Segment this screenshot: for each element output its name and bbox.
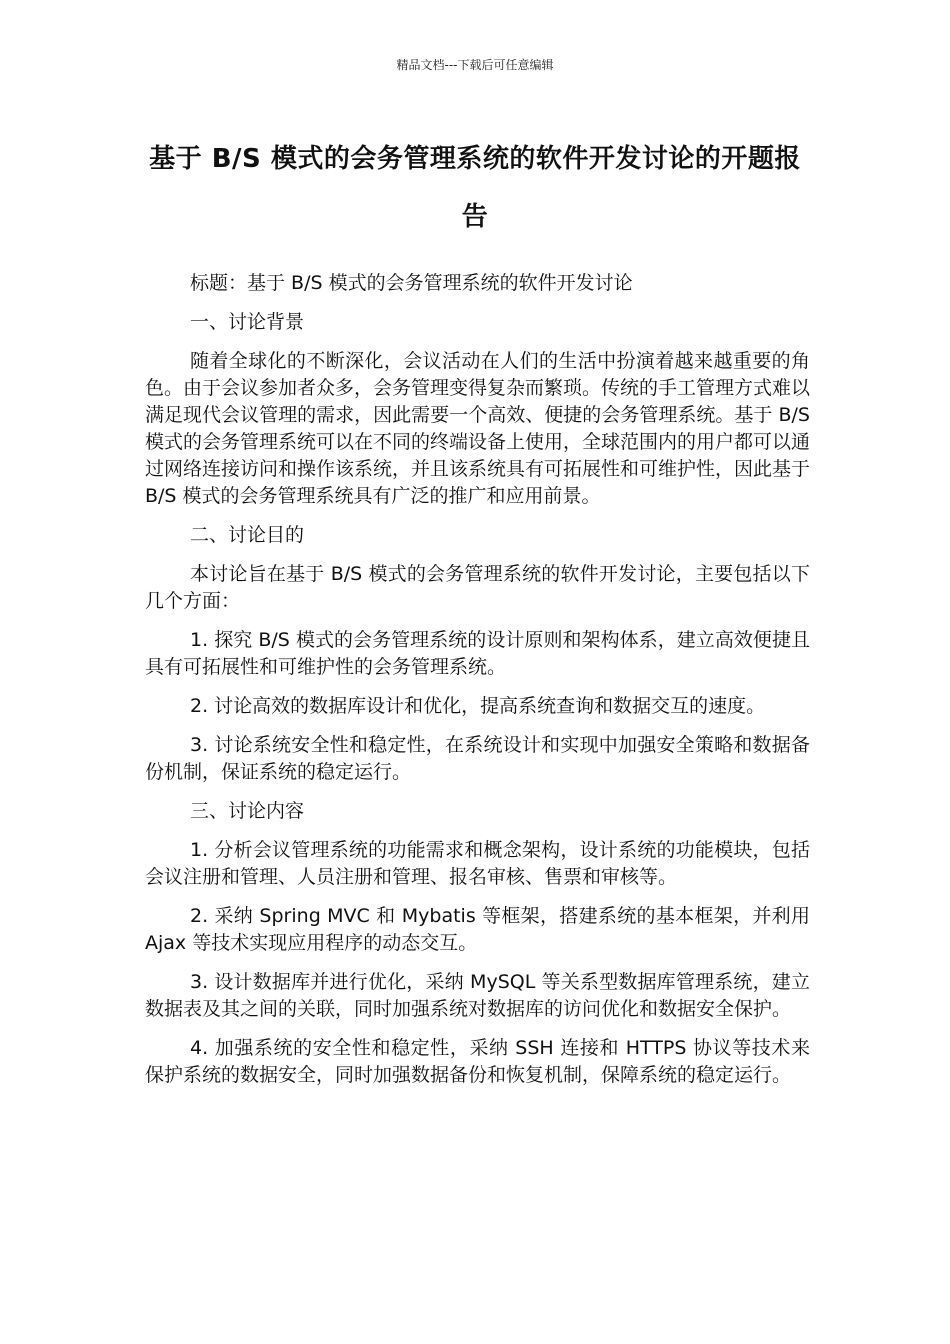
content-item-4: 4. 加强系统的安全性和稳定性，采纳 SSH 连接和 HTTPS 协议等技术来保护系统的数据安全，同时加强数据备份和恢复机制，保障系统的稳定运行。 (145, 1037, 810, 1086)
purpose-item-3: 3. 讨论系统安全性和稳定性，在系统设计和实现中加强安全策略和数据备份机制，保证系统的稳定运行。 (145, 734, 810, 783)
purpose-item-2: 2. 讨论高效的数据库设计和优化，提高系统查询和数据交互的速度。 (190, 695, 766, 717)
section-heading-content: 三、讨论内容 (190, 800, 305, 822)
content-item-3: 3. 设计数据库并进行优化，采纳 MySQL 等关系型数据库管理系统，建立数据表及其之间的关联，同时加强系统对数据库的访问优化和数据安全保护。 (145, 971, 810, 1020)
subject-line: 标题：基于 B/S 模式的会务管理系统的软件开发讨论 (190, 272, 633, 294)
background-paragraph: 随着全球化的不断深化，会议活动在人们的生活中扮演着越来越重要的角色。由于会议参加者众多，会务管理变得复杂而繁琐。传统的手工管理方式难以满足现代会议管理的需求，因此需要一个高效、便捷的会务管理系统。基于 B/S 模式的会务管理系统可以在不同的终端设备上使用，全球范围内的用户都可以通过网络连接访问和操作该系统，并且该系统具有可拓展性和可维护性，因此基于 B/S 模式的会务管理系统具有广泛的推广和应用前景。 (145, 350, 811, 507)
header-note: 精品文档---下载后可任意编辑 (396, 58, 554, 72)
document-body (145, 270, 810, 1101)
section-heading-background: 一、讨论背景 (190, 311, 305, 333)
purpose-intro-paragraph: 本讨论旨在基于 B/S 模式的会务管理系统的软件开发讨论，主要包括以下几个方面： (145, 563, 810, 612)
document-title: 基于 B/S 模式的会务管理系统的软件开发讨论的开题报告 (149, 144, 801, 232)
content-item-2: 2. 采纳 Spring MVC 和 Mybatis 等框架，搭建系统的基本框架，并利用 Ajax 等技术实现应用程序的动态交互。 (145, 905, 810, 954)
purpose-item-1: 1. 探究 B/S 模式的会务管理系统的设计原则和架构体系，建立高效便捷且具有可拓展性和可维护性的会务管理系统。 (145, 629, 810, 678)
section-heading-purpose: 二、讨论目的 (190, 524, 305, 546)
content-item-1: 1. 分析会议管理系统的功能需求和概念架构，设计系统的功能模块，包括会议注册和管理、人员注册和管理、报名审核、售票和审核等。 (145, 839, 810, 888)
